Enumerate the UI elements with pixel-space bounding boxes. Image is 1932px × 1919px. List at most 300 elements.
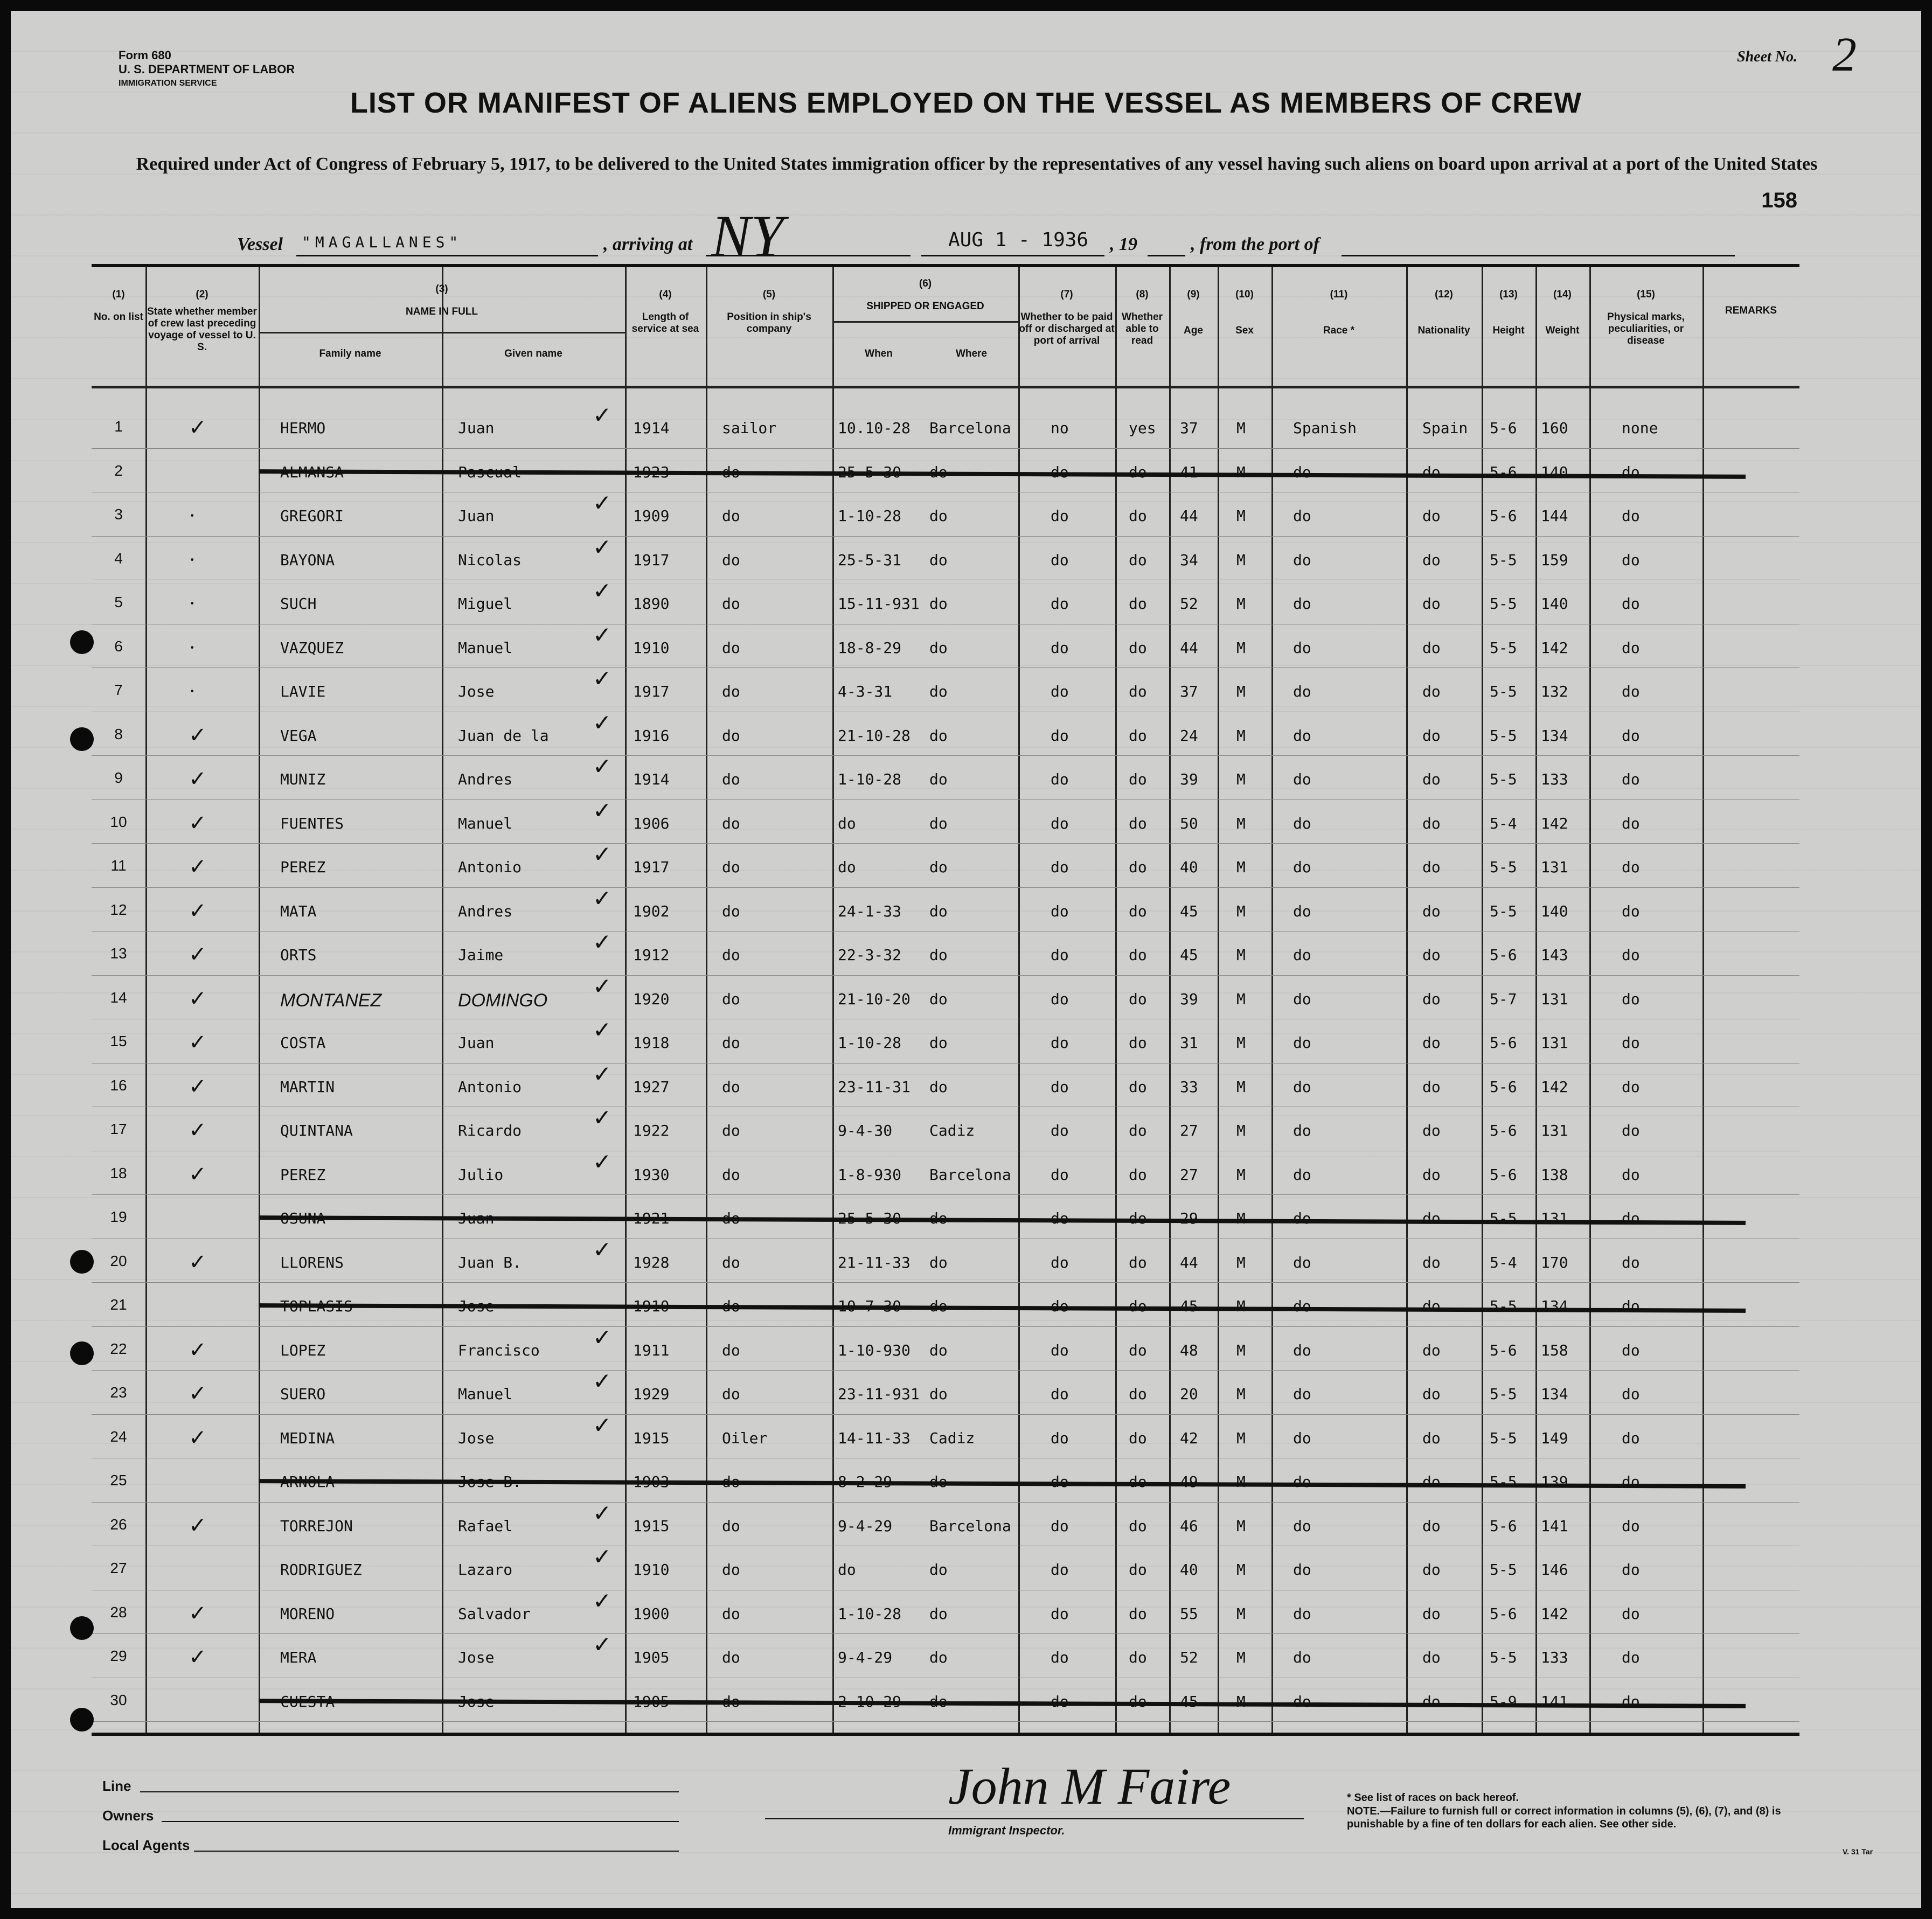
arrival-port: NY <box>711 203 784 269</box>
cell-position: do <box>722 1253 740 1271</box>
table-row <box>92 1589 1799 1637</box>
cell-read: do <box>1129 507 1147 525</box>
cell-sex: M <box>1236 463 1246 481</box>
cell-age: 44 <box>1180 507 1198 525</box>
cell-service: 1915 <box>633 1517 670 1535</box>
cell-sex: M <box>1236 1077 1246 1096</box>
cell-given: Andres <box>458 770 513 788</box>
cell-paid: do <box>1051 1253 1069 1271</box>
cell-weight: 139 <box>1541 1473 1568 1491</box>
cell-read: do <box>1129 1429 1147 1447</box>
row-number: 5 <box>114 594 123 610</box>
cell-weight: 140 <box>1541 595 1568 613</box>
cell-weight: 141 <box>1541 1692 1568 1711</box>
cell-weight: 134 <box>1541 726 1568 745</box>
cell-read: do <box>1129 814 1147 832</box>
year-label: , 19 <box>1110 234 1137 254</box>
cell-race: do <box>1293 1034 1311 1052</box>
cell-when: 10.10-28 <box>838 419 911 437</box>
cell-marks: do <box>1622 1122 1640 1139</box>
cell-sex: M <box>1236 946 1246 964</box>
row-number: 26 <box>110 1515 127 1533</box>
cell-nat: do <box>1422 1253 1441 1271</box>
cell-marks: do <box>1622 946 1640 964</box>
cell-service: 1921 <box>633 1209 670 1227</box>
cell-height: 5-7 <box>1490 990 1517 1008</box>
cell-race: do <box>1293 1297 1311 1315</box>
cell-family: MEDINA <box>280 1429 335 1447</box>
cell-nat: do <box>1422 1077 1441 1096</box>
cell-height: 5-5 <box>1490 1649 1517 1666</box>
header-col5: (5) Position in ship's company <box>727 289 811 335</box>
cell-when: 10-7-30 <box>838 1297 902 1315</box>
prev-voyage-mark: ✓ <box>189 767 207 791</box>
cell-where: do <box>929 726 948 745</box>
row-number: 6 <box>114 637 123 655</box>
prev-voyage-mark: · <box>189 547 196 572</box>
cell-nat: do <box>1422 1517 1441 1535</box>
cell-race: do <box>1293 1561 1311 1579</box>
table-row <box>92 1369 1799 1417</box>
cell-family: PEREZ <box>280 858 326 876</box>
row-number: 12 <box>110 901 127 918</box>
header-col12: (12) Nationality <box>1417 289 1470 336</box>
cell-weight: 140 <box>1541 463 1568 481</box>
check-mark-icon: ✓ <box>593 491 612 516</box>
table-row <box>92 579 1799 627</box>
cell-where: do <box>929 1034 948 1052</box>
cell-marks: do <box>1622 726 1640 745</box>
check-mark-icon: ✓ <box>593 886 612 912</box>
cell-read: do <box>1129 1209 1147 1227</box>
cell-paid: do <box>1051 858 1069 876</box>
cell-age: 44 <box>1180 1253 1198 1271</box>
row-number: 21 <box>110 1296 127 1313</box>
cell-when: 1-8-930 <box>838 1165 902 1184</box>
cell-given: Andres <box>458 902 513 920</box>
cell-race: do <box>1293 551 1311 569</box>
check-mark-icon: ✓ <box>593 1501 612 1526</box>
cell-age: 24 <box>1180 726 1198 745</box>
check-mark-icon: ✓ <box>593 711 612 736</box>
header-col11: (11) Race * <box>1323 289 1355 336</box>
prev-voyage-mark: ✓ <box>189 1425 207 1450</box>
cell-height: 5-6 <box>1490 463 1517 481</box>
cell-race: do <box>1293 858 1311 876</box>
cell-read: do <box>1129 1517 1147 1535</box>
cell-when: 1-10-28 <box>838 1034 902 1052</box>
cell-sex: M <box>1236 1649 1246 1666</box>
cell-sex: M <box>1236 419 1246 437</box>
cell-marks: do <box>1622 1341 1640 1359</box>
cell-position: do <box>722 1561 740 1579</box>
row-number: 9 <box>114 769 123 786</box>
cell-marks: do <box>1622 1473 1640 1491</box>
cell-height: 5-6 <box>1490 1165 1517 1184</box>
cell-position: do <box>722 638 740 657</box>
prev-voyage-mark: ✓ <box>189 1513 207 1538</box>
cell-read: do <box>1129 1473 1147 1491</box>
cell-weight: 142 <box>1541 814 1568 832</box>
cell-where: Cadiz <box>929 1429 975 1447</box>
row-number: 28 <box>110 1603 127 1621</box>
cell-weight: 158 <box>1541 1341 1568 1359</box>
cell-height: 5-5 <box>1490 1297 1517 1315</box>
arriving-label: , arriving at <box>603 234 693 254</box>
cell-paid: do <box>1051 1034 1069 1052</box>
cell-nat: do <box>1422 507 1441 525</box>
cell-sex: M <box>1236 1429 1246 1447</box>
cell-given: Julio <box>458 1165 504 1184</box>
cell-family: CUESTA <box>280 1692 335 1711</box>
prev-voyage-mark: ✓ <box>189 810 207 835</box>
cell-given: Juan <box>458 1209 495 1227</box>
cell-service: 1914 <box>633 419 670 437</box>
cell-weight: 160 <box>1541 419 1568 437</box>
cell-paid: do <box>1051 1604 1069 1623</box>
cell-paid: do <box>1051 683 1069 700</box>
line-label: Line <box>102 1778 131 1794</box>
cell-nat: do <box>1422 551 1441 569</box>
table-row <box>92 974 1799 1023</box>
cell-given: Lazaro <box>458 1561 513 1579</box>
vessel-name: "MAGALLANES" <box>302 233 463 251</box>
cell-family: TOPLASIS <box>280 1297 353 1315</box>
sheet-number-label: Sheet No. <box>1737 48 1797 65</box>
check-mark-icon: ✓ <box>593 1325 612 1351</box>
cell-when: do <box>838 858 856 876</box>
cell-marks: do <box>1622 1561 1640 1579</box>
header-col2: (2) State whether member of crew last preceding voyage of vessel to U. S. <box>147 289 257 353</box>
cell-paid: do <box>1051 1077 1069 1096</box>
row-number: 11 <box>110 857 127 874</box>
cell-paid: do <box>1051 507 1069 525</box>
cell-position: do <box>722 990 740 1008</box>
check-mark-icon: ✓ <box>593 843 612 867</box>
cell-age: 45 <box>1180 1692 1198 1711</box>
cell-when: 1-10-28 <box>838 507 902 525</box>
cell-read: do <box>1129 1122 1147 1139</box>
cell-nat: do <box>1422 638 1441 657</box>
cell-nat: do <box>1422 463 1441 481</box>
cell-service: 1918 <box>633 1034 670 1052</box>
cell-given: Jose <box>458 1297 495 1315</box>
cell-family: MONTANEZ <box>280 990 382 1011</box>
inspector-signature: John M Faire <box>948 1757 1231 1815</box>
cell-marks: do <box>1622 463 1640 481</box>
cell-where: do <box>929 1209 948 1227</box>
cell-where: do <box>929 858 948 876</box>
cell-race: do <box>1293 814 1311 832</box>
cell-where: do <box>929 1341 948 1359</box>
fine-note: NOTE.—Failure to furnish full or correct information in columns (5), (6), (7), and (8) is punishable by a fine of ten dollars for each alien. See other side. <box>1347 1805 1781 1830</box>
cell-height: 5-5 <box>1490 551 1517 569</box>
header-col13: (13) Height <box>1492 289 1525 336</box>
cell-marks: do <box>1622 1385 1640 1403</box>
cell-height: 5-4 <box>1490 1253 1517 1271</box>
cell-position: do <box>722 1692 740 1711</box>
check-mark-icon: ✓ <box>593 1589 612 1614</box>
cell-service: 1890 <box>633 595 670 613</box>
cell-paid: do <box>1051 1473 1069 1491</box>
header-col4: (4) Length of service at sea <box>631 289 699 335</box>
prev-voyage-mark: ✓ <box>189 986 207 1011</box>
cell-age: 52 <box>1180 595 1198 613</box>
cell-family: LLORENS <box>280 1253 344 1271</box>
table-row <box>92 1285 1799 1330</box>
cell-paid: do <box>1051 1341 1069 1359</box>
cell-family: MORENO <box>280 1604 335 1623</box>
cell-position: do <box>722 1122 740 1139</box>
cell-race: do <box>1293 990 1311 1008</box>
cell-weight: 133 <box>1541 770 1568 788</box>
cell-when: 1-10-930 <box>838 1341 911 1359</box>
cell-family: MARTIN <box>280 1077 335 1096</box>
cell-paid: do <box>1051 1122 1069 1139</box>
cell-age: 41 <box>1180 463 1198 481</box>
cell-weight: 159 <box>1541 551 1568 569</box>
cell-position: do <box>722 1473 740 1491</box>
table-row <box>92 843 1799 891</box>
cell-height: 5-5 <box>1490 683 1517 700</box>
header-col10: (10) Sex <box>1235 289 1254 336</box>
row-number: 4 <box>114 550 123 567</box>
cell-family: HERMO <box>280 419 326 437</box>
prev-voyage-mark: ✓ <box>189 898 207 923</box>
header-col7: (7) Whether to be paid off or discharged at port of arrival <box>1019 289 1115 346</box>
cell-service: 1917 <box>633 683 670 700</box>
row-number: 3 <box>114 506 123 523</box>
table-row <box>92 886 1799 935</box>
local-agents-label: Local Agents <box>102 1837 190 1853</box>
table-row <box>92 755 1799 803</box>
cell-paid: do <box>1051 1429 1069 1447</box>
cell-age: 33 <box>1180 1077 1198 1096</box>
cell-marks: do <box>1622 814 1640 832</box>
arrival-date: AUG 1 - 1936 <box>948 229 1089 251</box>
cell-height: 5-6 <box>1490 1517 1517 1535</box>
row-number: 14 <box>110 989 127 1006</box>
cell-nat: do <box>1422 726 1441 745</box>
cell-service: 1923 <box>633 463 670 481</box>
cell-weight: 170 <box>1541 1253 1568 1271</box>
check-mark-icon: ✓ <box>593 930 612 955</box>
punch-hole <box>70 1616 94 1640</box>
cell-marks: do <box>1622 683 1640 700</box>
cell-given: Jose <box>458 1429 495 1447</box>
cell-when: 25-5-30 <box>838 1209 902 1227</box>
cell-family: RODRIGUEZ <box>280 1561 362 1579</box>
form-identifier <box>119 48 295 91</box>
cell-age: 37 <box>1180 419 1198 437</box>
cell-height: 5-6 <box>1490 419 1517 437</box>
table-row <box>92 1106 1799 1154</box>
cell-weight: 138 <box>1541 1165 1568 1184</box>
cell-race: do <box>1293 638 1311 657</box>
page-number: 158 <box>1761 189 1797 212</box>
cell-given: DOMINGO <box>458 990 548 1011</box>
cell-nat: do <box>1422 1473 1441 1491</box>
cell-family: VEGA <box>280 726 317 745</box>
cell-race: do <box>1293 902 1311 920</box>
cell-family: VAZQUEZ <box>280 638 344 657</box>
prev-voyage-mark: ✓ <box>189 1118 207 1142</box>
cell-nat: do <box>1422 683 1441 700</box>
cell-weight: 131 <box>1541 1209 1568 1227</box>
cell-nat: do <box>1422 1165 1441 1184</box>
row-number: 17 <box>110 1121 127 1137</box>
cell-family: QUINTANA <box>280 1122 353 1139</box>
cell-given: Ricardo <box>458 1122 522 1139</box>
cell-service: 1906 <box>633 814 670 832</box>
cell-marks: do <box>1622 1077 1640 1096</box>
cell-service: 1914 <box>633 770 670 788</box>
cell-family: MUNIZ <box>280 770 326 788</box>
cell-nat: do <box>1422 1209 1441 1227</box>
cell-height: 5-6 <box>1490 1604 1517 1623</box>
header-col3: (3) NAME IN FULL <box>405 283 478 317</box>
cell-when: 9-4-30 <box>838 1122 893 1139</box>
cell-given: Manuel <box>458 638 513 657</box>
cell-sex: M <box>1236 683 1246 700</box>
cell-weight: 149 <box>1541 1429 1568 1447</box>
cell-age: 40 <box>1180 1561 1198 1579</box>
cell-age: 52 <box>1180 1649 1198 1666</box>
prev-voyage-mark: · <box>189 591 196 615</box>
cell-where: do <box>929 683 948 700</box>
punch-hole <box>70 630 94 654</box>
cell-race: do <box>1293 1253 1311 1271</box>
header-col15: (15) Physical marks, peculiarities, or disease <box>1607 289 1685 346</box>
cell-sex: M <box>1236 902 1246 920</box>
cell-age: 37 <box>1180 683 1198 700</box>
prev-voyage-mark: ✓ <box>189 1162 207 1186</box>
cell-sex: M <box>1236 1122 1246 1139</box>
cell-position: do <box>722 814 740 832</box>
cell-paid: do <box>1051 551 1069 569</box>
cell-where: do <box>929 1692 948 1711</box>
cell-when: 4-3-31 <box>838 683 893 700</box>
cell-when: 14-11-33 <box>838 1429 911 1447</box>
form-code: V. 31 Tar <box>1843 1847 1873 1856</box>
cell-sex: M <box>1236 814 1246 832</box>
cell-where: Barcelona <box>929 1165 1011 1184</box>
cell-read: do <box>1129 770 1147 788</box>
cell-when: 9-4-29 <box>838 1517 893 1535</box>
cell-nat: do <box>1422 1429 1441 1447</box>
cell-given: Rafael <box>458 1517 513 1535</box>
cell-race: do <box>1293 726 1311 745</box>
cell-family: ALMANSA <box>280 463 344 481</box>
cell-weight: 134 <box>1541 1297 1568 1315</box>
cell-service: 1917 <box>633 858 670 876</box>
cell-race: do <box>1293 946 1311 964</box>
cell-nat: do <box>1422 1034 1441 1052</box>
cell-family: SUCH <box>280 595 317 613</box>
races-note: * See list of races on back hereof. <box>1347 1792 1519 1804</box>
cell-height: 5-5 <box>1490 1473 1517 1491</box>
table-row <box>92 1413 1799 1462</box>
cell-family: SUERO <box>280 1385 326 1403</box>
cell-nat: do <box>1422 1297 1441 1315</box>
cell-service: 1911 <box>633 1341 670 1359</box>
cell-height: 5-9 <box>1490 1692 1517 1711</box>
cell-marks: do <box>1622 1209 1640 1227</box>
cell-family: ORTS <box>280 946 317 964</box>
table-row <box>92 667 1799 715</box>
cell-height: 5-5 <box>1490 595 1517 613</box>
cell-where: do <box>929 946 948 964</box>
cell-given: Francisco <box>458 1341 540 1359</box>
cell-position: do <box>722 1649 740 1666</box>
cell-sex: M <box>1236 1341 1246 1359</box>
header-col9: (9) Age <box>1184 289 1203 336</box>
cell-nat: do <box>1422 1341 1441 1359</box>
cell-service: 1910 <box>633 1297 670 1315</box>
cell-paid: do <box>1051 990 1069 1008</box>
cell-sex: M <box>1236 1209 1246 1227</box>
check-mark-icon: ✓ <box>593 755 612 780</box>
cell-when: 22-3-32 <box>838 946 902 964</box>
cell-when: 2-10-29 <box>838 1692 902 1711</box>
cell-when: 15-11-931 <box>838 595 920 613</box>
cell-paid: do <box>1051 726 1069 745</box>
row-number: 2 <box>114 462 123 479</box>
row-number: 25 <box>110 1472 127 1489</box>
cell-nat: do <box>1422 902 1441 920</box>
cell-given: Jose <box>458 1649 495 1666</box>
cell-paid: do <box>1051 814 1069 832</box>
cell-age: 27 <box>1180 1165 1198 1184</box>
row-number: 18 <box>110 1164 127 1181</box>
cell-height: 5-5 <box>1490 1385 1517 1403</box>
cell-height: 5-5 <box>1490 902 1517 920</box>
cell-when: 21-10-20 <box>838 990 911 1008</box>
cell-marks: do <box>1622 770 1640 788</box>
cell-family: COSTA <box>280 1034 326 1052</box>
cell-where: do <box>929 1604 948 1623</box>
cell-given: Juan <box>458 419 495 437</box>
check-mark-icon: ✓ <box>593 667 612 692</box>
cell-where: do <box>929 814 948 832</box>
punch-hole <box>70 1250 94 1274</box>
cell-service: 1920 <box>633 990 670 1008</box>
cell-race: do <box>1293 595 1311 613</box>
check-mark-icon: ✓ <box>593 1062 612 1087</box>
cell-weight: 142 <box>1541 638 1568 657</box>
cell-read: do <box>1129 1165 1147 1184</box>
cell-weight: 131 <box>1541 1122 1568 1139</box>
cell-when: 8-2-29 <box>838 1473 893 1491</box>
cell-marks: do <box>1622 1692 1640 1711</box>
cell-height: 5-6 <box>1490 1341 1517 1359</box>
check-mark-icon: ✓ <box>593 404 612 428</box>
header-given-name: Given name <box>504 348 562 359</box>
cell-family: GREGORI <box>280 507 344 525</box>
cell-sex: M <box>1236 726 1246 745</box>
cell-where: do <box>929 1561 948 1579</box>
cell-service: 1909 <box>633 507 670 525</box>
cell-service: 1922 <box>633 1122 670 1139</box>
header-family-name: Family name <box>319 348 381 359</box>
cell-paid: no <box>1051 419 1069 437</box>
cell-given: Jose <box>458 1692 495 1711</box>
form-department: U. S. DEPARTMENT OF LABOR <box>119 62 295 76</box>
cell-race: do <box>1293 1649 1311 1666</box>
cell-age: 27 <box>1180 1122 1198 1139</box>
page-title: LIST OR MANIFEST OF ALIENS EMPLOYED ON THE VESSEL AS MEMBERS OF CREW <box>350 87 1582 119</box>
cell-family: LAVIE <box>280 683 326 700</box>
